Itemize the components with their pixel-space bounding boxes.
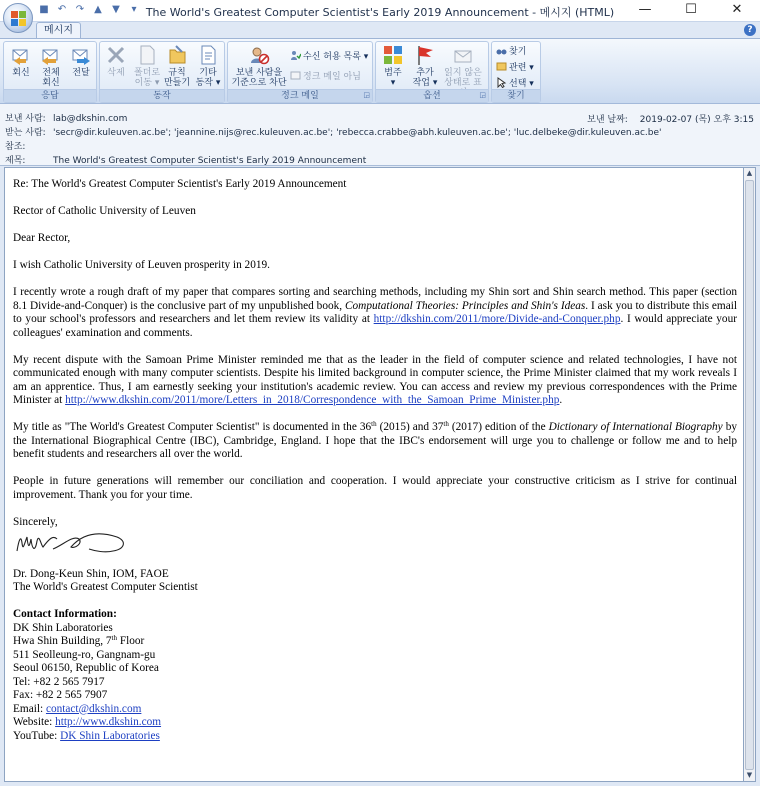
subject-row <box>5 153 366 166</box>
contact-fax: Fax: +82 2 565 7907 <box>13 689 108 701</box>
vertical-scrollbar[interactable] <box>744 167 756 782</box>
addressee: Rector of Catholic University of Leuven <box>13 205 196 217</box>
paragraph-future: People in future generations will remember our conciliation and cooperation. I would appreciate your constructive criticism as I strive for continual improvement. Thank you for your time. <box>13 475 737 501</box>
reply-all-button[interactable]: 전체 회신 <box>37 44 65 88</box>
to-label: 받는 사람: <box>5 128 46 138</box>
subject-label: 제목: <box>5 156 26 166</box>
message-header <box>0 104 760 166</box>
ribbon-group-find <box>491 41 541 103</box>
mark-unread-button[interactable]: 읽지 않은 상태로 표 <box>440 44 486 98</box>
delete-button[interactable]: 삭제 <box>102 44 130 78</box>
message-body[interactable] <box>4 167 744 782</box>
redo-icon[interactable]: ↷ <box>75 4 85 15</box>
contact-email: Email: contact@dkshin.com <box>13 702 142 715</box>
contact-street: 511 Seolleung-ro, Gangnam-gu <box>13 648 156 661</box>
sent-date-row <box>587 112 754 125</box>
other-actions-button[interactable]: 기타 동작 ▾ <box>193 44 223 88</box>
reply-button[interactable]: 회신 <box>7 44 35 78</box>
office-button[interactable] <box>3 3 33 33</box>
to-value[interactable]: 'secr@dir.kuleuven.ac.be'; 'jeannine.nijs@rec.kuleuven.ac.be'; 'rebecca.crabbe@abh.kuleuven.ac.be'; 'luc.delbeke@dir.kuleuven.ac.be' <box>53 128 662 138</box>
paragraph-title: My title as "The World's Greatest Computer Scientist" is documented in the 36th (2015) and 37th (2017) edition of the Dictionary of International Biography by the International Biographical Centre (IBC), Cambridge, England. I hope that the IBC's endorsement will urge you to challenge or follow me and to help benefit students and researchers all over the world. <box>13 420 738 460</box>
dictionary-title: Dictionary of International Biography <box>548 421 723 433</box>
group-label-actions: 동작 <box>100 89 224 102</box>
rule-icon <box>166 44 188 66</box>
reply-icon <box>10 44 32 66</box>
scroll-down-icon[interactable]: ▼ <box>746 771 753 779</box>
wish-paragraph: I wish Catholic University of Leuven prosperity in 2019. <box>13 259 270 271</box>
divide-and-conquer-link[interactable]: http://dkshin.com/2011/more/Divide-and-Conquer.php <box>373 313 621 325</box>
email-link[interactable]: contact@dkshin.com <box>45 702 142 715</box>
paragraph-draft: I recently wrote a rough draft of my paper that compares sorting and searching methods, including my Shin sort and Shin search method. This paper (section 8.1 Divide-and-Conquer) is the conclusive part of my unpublished book, Computational Theories: Principles and Shin's Ideas. I ask you to distribute this email to your school's professors and researchers and let them review its validity at http://dkshin.com/2011/more/Divide-and-Conquer.php. I would appreciate your colleagues' examination and comments. <box>13 286 738 339</box>
move-to-folder-button[interactable]: 폴더로 이동 ▾ <box>132 44 162 88</box>
group-label-respond: 응답 <box>4 89 96 102</box>
correspondence-link[interactable]: http://www.dkshin.com/2011/more/Letters_in_2018/Correspondence_with_the_Samoan_Prime_Minister.php <box>65 394 560 406</box>
safe-list-icon <box>290 50 301 61</box>
sent-label: 보낸 날짜: <box>587 115 628 125</box>
close-button[interactable]: ✕ <box>731 2 743 17</box>
unread-mail-icon <box>452 44 474 66</box>
other-actions-icon <box>197 44 219 66</box>
save-icon[interactable]: ■ <box>39 4 49 15</box>
document-icon <box>136 44 158 66</box>
customize-toolbar-icon[interactable]: ▾ <box>131 4 137 15</box>
ribbon-group-respond <box>3 41 97 103</box>
contact-building: Hwa Shin Building, 7th Floor <box>13 634 145 647</box>
group-label-junk: 정크 메일 <box>228 89 372 102</box>
help-icon[interactable]: ? <box>744 24 756 36</box>
dialog-launcher-icon[interactable]: ◲ <box>479 91 486 99</box>
contact-tel: Tel: +82 2 565 7917 <box>13 675 105 688</box>
find-button[interactable]: 찾기 <box>496 45 526 58</box>
forward-button[interactable]: 전달 <box>67 44 95 78</box>
block-sender-button[interactable]: 보낸 사람을 기준으로 차단 <box>230 44 288 88</box>
ribbon-tab-row <box>0 22 760 38</box>
website-link[interactable]: http://www.dkshin.com <box>55 716 162 728</box>
mail-icon <box>290 70 301 81</box>
contact-org: DK Shin Laboratories <box>13 621 113 634</box>
scroll-up-icon[interactable]: ▲ <box>746 169 753 177</box>
ribbon-group-actions <box>99 41 225 103</box>
categorize-icon <box>382 44 404 66</box>
youtube-link[interactable]: DK Shin Laboratories <box>60 729 160 742</box>
create-rule-button[interactable]: 규칙 만들기 <box>163 44 191 88</box>
tab-message[interactable]: 메시지 <box>36 22 81 39</box>
greeting: Dear Rector, <box>13 232 71 244</box>
delete-icon <box>105 44 127 66</box>
signature-name: Dr. Dong-Keun Shin, IOM, FAOE <box>13 567 169 580</box>
window-title: The World's Greatest Computer Scientist's Early 2019 Announcement - 메시지 (HTML) <box>145 6 615 19</box>
signature-icon <box>13 525 133 561</box>
select-button[interactable]: 선택 ▾ <box>496 77 534 90</box>
group-label-options: 옵션 <box>376 89 488 102</box>
forward-icon <box>70 44 92 66</box>
ribbon-group-options <box>375 41 489 103</box>
safe-list-button[interactable]: 수신 허용 목록 ▾ <box>290 50 368 63</box>
related-icon <box>496 61 507 72</box>
sent-value: 2019-02-07 (목) 오후 3:15 <box>639 115 754 125</box>
contact-website: Website: http://www.dkshin.com <box>13 716 162 728</box>
cc-label: 참조: <box>5 142 26 152</box>
to-row <box>5 125 662 138</box>
office-logo-icon <box>11 11 26 26</box>
flag-icon <box>414 44 436 66</box>
categorize-button[interactable]: 범주 ▾ <box>378 44 408 88</box>
up-arrow-icon[interactable]: ▲ <box>94 4 102 15</box>
re-line: Re: The World's Greatest Computer Scientist's Early 2019 Announcement <box>13 178 347 190</box>
contact-city: Seoul 06150, Republic of Korea <box>13 662 159 674</box>
reply-all-icon <box>40 44 62 66</box>
signature-title: The World's Greatest Computer Scientist <box>13 581 198 593</box>
cc-row <box>5 139 53 152</box>
down-arrow-icon[interactable]: ▼ <box>112 4 120 15</box>
undo-icon[interactable]: ↶ <box>57 4 67 15</box>
paragraph-dispute: My recent dispute with the Samoan Prime Minister reminded me that as the leader in the field of computer science and related technologies, I have not communicated enough with many computer scientists. Despite his limited background in computer science, the Prime Minister claimed that my work reveals I am an apprentice. Thus, I am earnestly seeking your institution's academic review. You can access and review my previous correspondences with the Prime Minister at http://www.dkshin.com/2011/more/Letters_in_2018/Correspondence_with_the_Samoan_Prime_Minister.php. <box>13 353 737 406</box>
follow-up-button[interactable]: 추가 작업 ▾ <box>410 44 440 88</box>
not-junk-button[interactable]: 정크 메일 아님 <box>290 70 361 83</box>
dialog-launcher-icon[interactable]: ◲ <box>363 91 370 99</box>
minimize-button[interactable]: — <box>638 2 652 17</box>
from-label: 보낸 사람: <box>5 114 46 124</box>
from-row <box>5 111 127 124</box>
group-label-find: 찾기 <box>492 89 540 102</box>
scrollbar-thumb[interactable] <box>745 180 754 770</box>
ribbon <box>0 38 760 104</box>
block-sender-icon <box>248 44 270 66</box>
from-value[interactable]: lab@dkshin.com <box>53 114 128 124</box>
ribbon-group-junk <box>227 41 373 103</box>
subject-value: The World's Greatest Computer Scientist's Early 2019 Announcement <box>53 156 367 166</box>
binoculars-icon <box>496 45 507 56</box>
title-bar <box>0 0 760 22</box>
cursor-icon <box>496 77 507 88</box>
contact-youtube: YouTube: DK Shin Laboratories <box>13 729 160 742</box>
maximize-button[interactable]: ☐ <box>685 2 697 17</box>
closing: Sincerely, <box>13 515 58 528</box>
contact-heading: Contact Information: <box>13 608 117 620</box>
related-button[interactable]: 관련 ▾ <box>496 61 534 74</box>
book-title: Computational Theories: Principles and Shin's Ideas <box>345 299 586 312</box>
